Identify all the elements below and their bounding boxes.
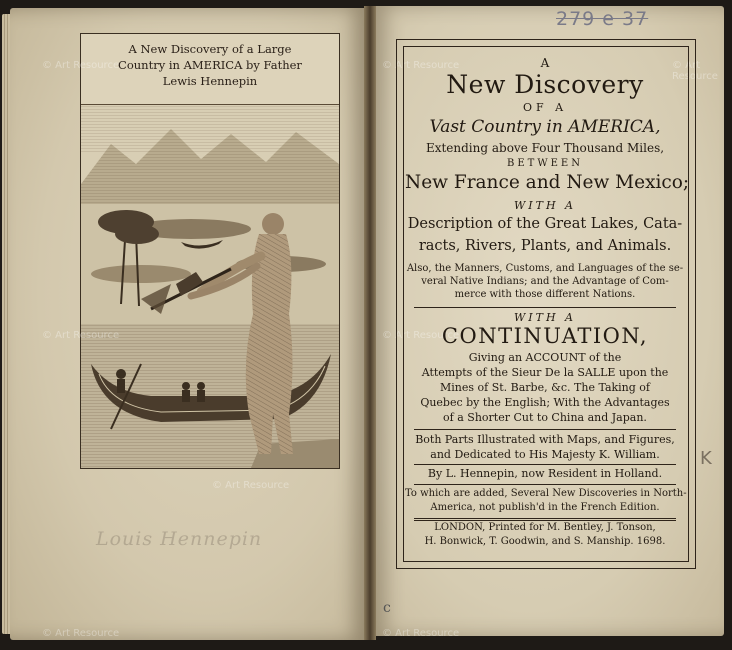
added-line-2: America, not publish'd in the French Edition. (430, 502, 660, 513)
caption-line-1: A New Discovery of a Large (128, 42, 292, 56)
watermark: © Art Resource (672, 60, 718, 82)
watermark: © Art Resource (382, 628, 460, 639)
title-new-france: New France and New Mexico; (405, 172, 690, 193)
manners-line-2: veral Native Indians; and the Advantage of Com- (421, 276, 669, 287)
continuation-line-3: Mines of St. Barbe, &c. The Taking of (439, 381, 650, 394)
manners-line-3: merce with those different Nations. (454, 289, 636, 300)
continuation-with-a: WITH A (513, 311, 577, 324)
watermark: © Art Resource (382, 60, 460, 71)
watermark: © Art Resource (212, 480, 290, 491)
title-extending: Extending above Four Thousand Miles, (425, 141, 665, 155)
continuation-line-5: of a Shorter Cut to China and Japan. (443, 411, 647, 424)
title-with-a: WITH A (513, 199, 577, 212)
continuation-line-1: Giving an ACCOUNT of the (468, 351, 622, 364)
added-line-1: To which are added, Several New Discoveries in North- (405, 488, 687, 499)
main-title: New Discovery (446, 70, 644, 99)
book-gutter (364, 6, 376, 640)
double-rule (414, 518, 676, 521)
watermark: © Art Resource (42, 330, 120, 341)
title-between: BETWEEN (507, 158, 583, 169)
rule (414, 429, 676, 430)
watermark: © Art Resource (42, 628, 120, 639)
margin-mark: K (700, 448, 712, 469)
imprint-line-1: LONDON, Printed for M. Bentley, J. Tonson, (434, 522, 656, 533)
library-call-number: 279 e 37 (556, 8, 649, 30)
illustrated-line-1: Both Parts Illustrated with Maps, and Figures, (415, 433, 675, 446)
caption-line-2: Country in AMERICA by Father (118, 58, 302, 72)
caption-line-3: Lewis Hennepin (162, 74, 258, 88)
rule (414, 307, 676, 308)
imprint-line-2: H. Bonwick, T. Goodwin, and S. Manship. 1698. (424, 536, 666, 547)
frontispiece-caption-banner (81, 34, 339, 105)
title-of-a: OF A (522, 101, 568, 114)
manners-line-1: Also, the Manners, Customs, and Languages of the se- (406, 263, 684, 274)
continuation-line-2: Attempts of the Sieur De la SALLE upon the (421, 366, 669, 379)
signature-mark: c (383, 600, 391, 616)
author-line: By L. Hennepin, now Resident in Holland. (427, 467, 663, 480)
title-vast-country: Vast Country in AMERICA, (429, 117, 661, 137)
watermark: © Art Resource (42, 60, 120, 71)
handwritten-signature: Louis Hennepin (96, 528, 263, 550)
rule (414, 484, 676, 485)
rule (414, 464, 676, 465)
illustrated-line-2: and Dedicated to His Majesty K. William. (430, 448, 660, 461)
title-description-1: Description of the Great Lakes, Cata- (407, 216, 683, 232)
frontispiece-engraving (80, 33, 340, 469)
title-article: A (540, 56, 550, 70)
title-description-2: racts, Rivers, Plants, and Animals. (418, 238, 672, 254)
watermark: © Art Resource (382, 330, 460, 341)
continuation-line-4: Quebec by the English; With the Advantages (420, 396, 670, 409)
continuation-heading: CONTINUATION, (441, 324, 649, 348)
